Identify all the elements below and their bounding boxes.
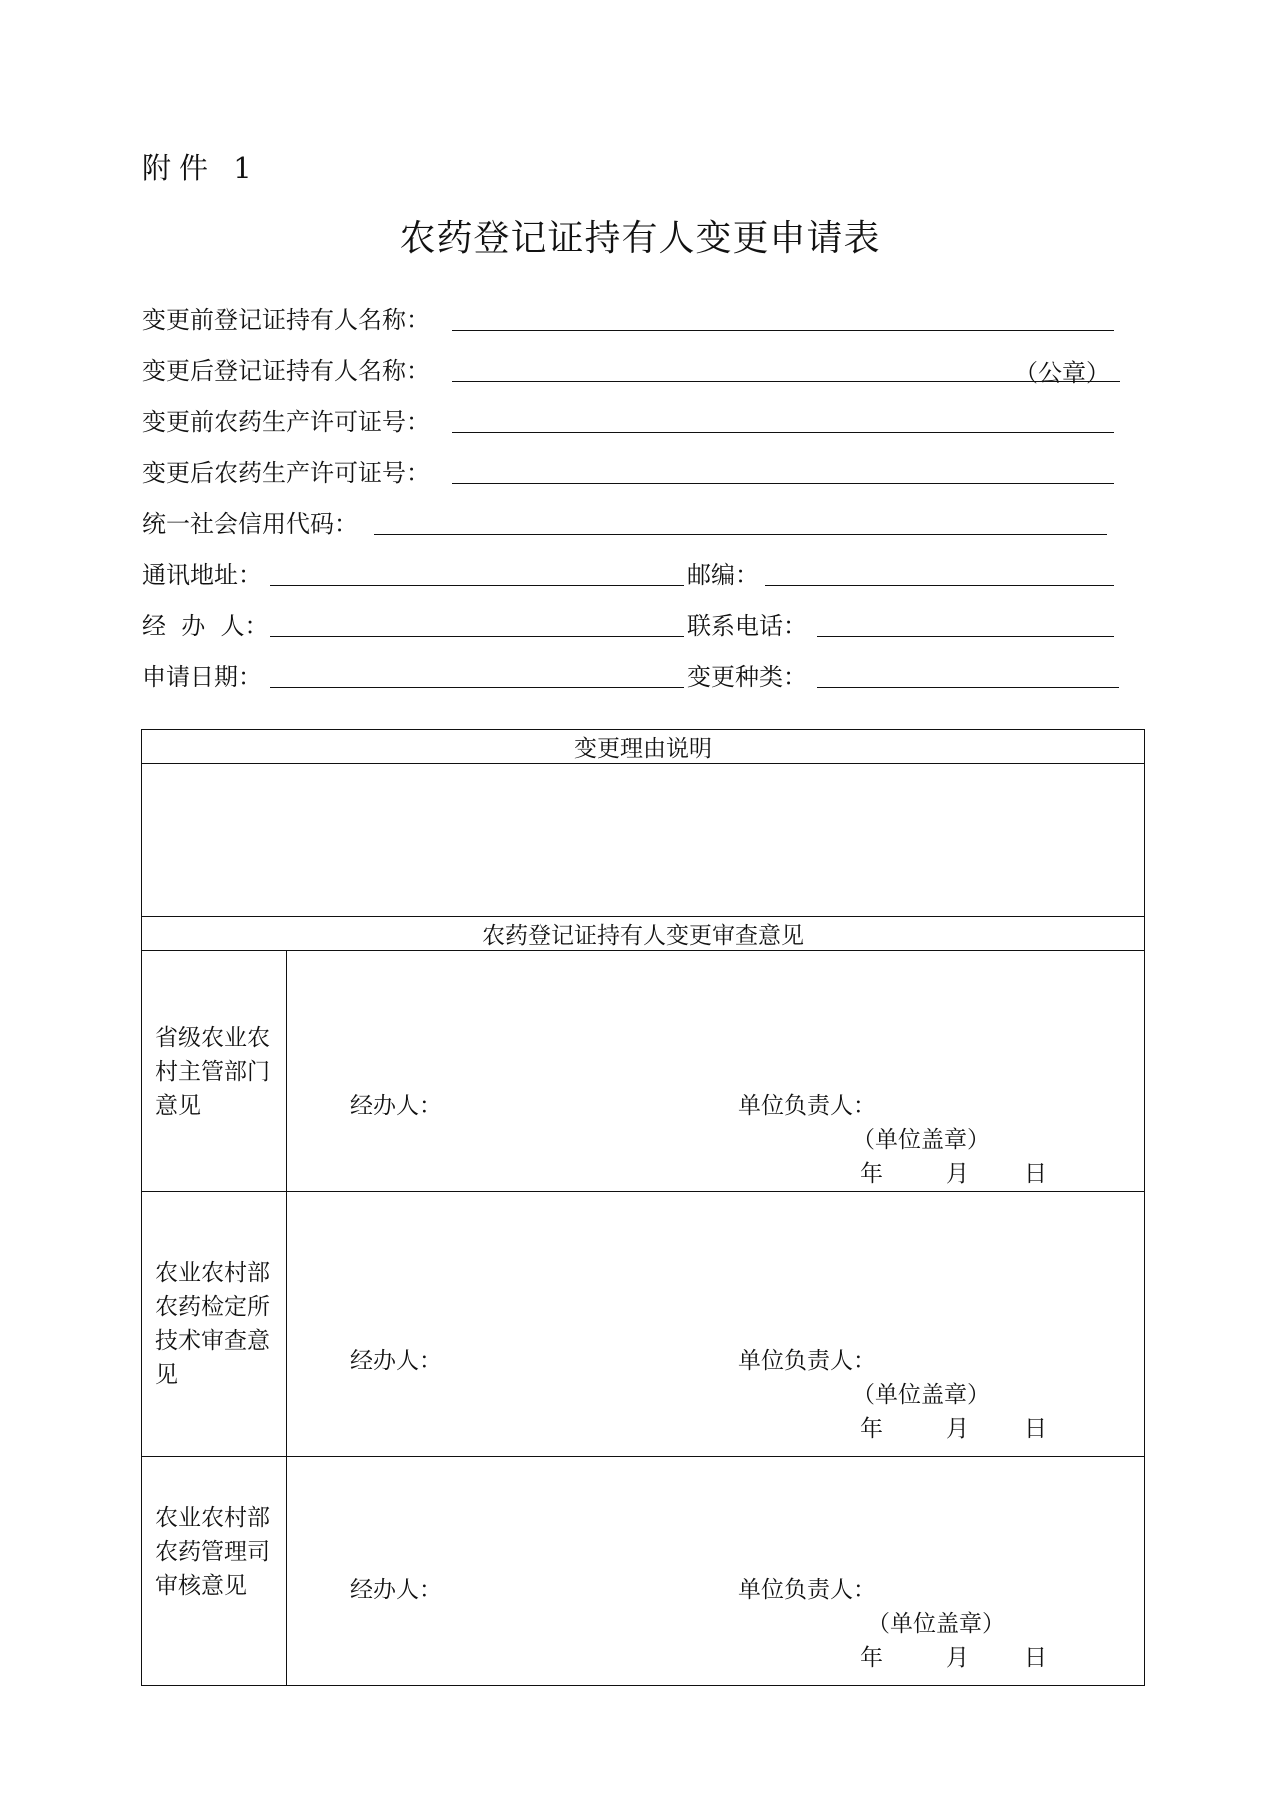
holder-before-blank[interactable] bbox=[452, 300, 1114, 331]
field-label: 变更种类： bbox=[687, 663, 807, 691]
postcode-blank[interactable] bbox=[765, 555, 1114, 586]
review-row-management bbox=[142, 1457, 1145, 1686]
review-row-provincial bbox=[142, 951, 1145, 1192]
date-line bbox=[860, 1410, 1047, 1443]
change-type-blank[interactable] bbox=[817, 657, 1119, 688]
form-title: 农药登记证持有人变更申请表 bbox=[399, 218, 881, 259]
field-label: 邮编： bbox=[687, 561, 759, 589]
address-blank[interactable] bbox=[270, 555, 684, 586]
month-label: 月 bbox=[946, 1645, 969, 1671]
field-label: 变更后农药生产许可证号： bbox=[142, 459, 430, 487]
review-label: 省级农业农村主管部门意见 bbox=[155, 1025, 270, 1119]
date-line bbox=[860, 1639, 1047, 1672]
handler-blank[interactable] bbox=[270, 606, 684, 637]
review-header: 农药登记证持有人变更审查意见 bbox=[142, 917, 1145, 951]
reason-header: 变更理由说明 bbox=[142, 730, 1145, 764]
reason-input-area[interactable] bbox=[142, 764, 1145, 917]
review-label-cell bbox=[142, 1457, 287, 1686]
field-label: 申请日期： bbox=[142, 663, 262, 691]
field-label: 通讯地址： bbox=[142, 561, 262, 589]
review-label: 农业农村部农药检定所技术审查意见 bbox=[155, 1260, 270, 1388]
stamp-note: （单位盖章） bbox=[852, 1382, 990, 1408]
month-label: 月 bbox=[946, 1161, 969, 1187]
field-label: 变更前农药生产许可证号： bbox=[142, 408, 430, 436]
month-label: 月 bbox=[946, 1416, 969, 1442]
day-label: 日 bbox=[1024, 1416, 1047, 1442]
leader-label: 单位负责人： bbox=[738, 1577, 876, 1603]
handler-label: 经办人： bbox=[350, 1348, 442, 1374]
attachment-label: 附件 1 bbox=[142, 151, 260, 185]
opinion-area[interactable] bbox=[287, 1192, 1145, 1457]
leader-label: 单位负责人： bbox=[738, 1348, 876, 1374]
field-label: 经 办 人： bbox=[142, 612, 269, 640]
handler-label: 经办人： bbox=[350, 1093, 442, 1119]
year-label: 年 bbox=[860, 1645, 883, 1671]
opinion-area[interactable] bbox=[287, 1457, 1145, 1686]
license-before-blank[interactable] bbox=[452, 402, 1114, 433]
review-table bbox=[141, 729, 1145, 1686]
field-label: 变更后登记证持有人名称： bbox=[142, 357, 430, 385]
holder-after-blank[interactable] bbox=[452, 351, 1120, 387]
license-after-blank[interactable] bbox=[452, 453, 1114, 484]
handler-label: 经办人： bbox=[350, 1577, 442, 1603]
field-label: 联系电话： bbox=[687, 612, 807, 640]
field-label: 统一社会信用代码： bbox=[142, 510, 358, 538]
opinion-area[interactable] bbox=[287, 951, 1145, 1192]
stamp-note: （单位盖章） bbox=[867, 1611, 1005, 1637]
field-label: 变更前登记证持有人名称： bbox=[142, 306, 430, 334]
day-label: 日 bbox=[1024, 1161, 1047, 1187]
stamp-note: （单位盖章） bbox=[852, 1127, 990, 1153]
seal-note: （公章） bbox=[1014, 359, 1110, 387]
review-label-cell bbox=[142, 951, 287, 1192]
phone-blank[interactable] bbox=[817, 606, 1114, 637]
year-label: 年 bbox=[860, 1416, 883, 1442]
apply-date-blank[interactable] bbox=[270, 657, 684, 688]
leader-label: 单位负责人： bbox=[738, 1093, 876, 1119]
review-label-cell bbox=[142, 1192, 287, 1457]
day-label: 日 bbox=[1024, 1645, 1047, 1671]
credit-code-blank[interactable] bbox=[374, 504, 1107, 535]
review-label: 农业农村部农药管理司审核意见 bbox=[155, 1505, 270, 1599]
review-row-inspection bbox=[142, 1192, 1145, 1457]
year-label: 年 bbox=[860, 1161, 883, 1187]
date-line bbox=[860, 1155, 1047, 1188]
